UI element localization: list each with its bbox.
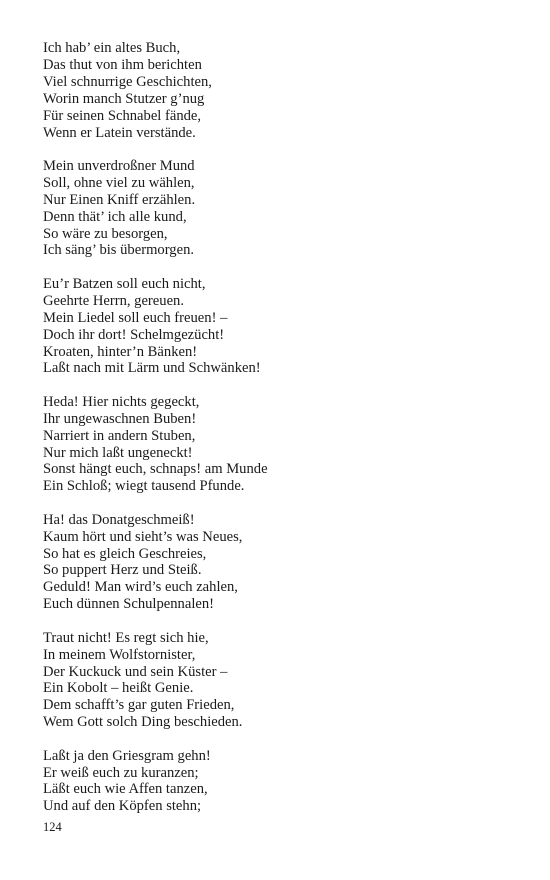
- verse-line: Er weiß euch zu kuranzen;: [43, 764, 199, 781]
- verse-line: In meinem Wolfstornister,: [43, 646, 196, 663]
- verse-line: Ich hab’ ein altes Buch,: [43, 40, 181, 56]
- verse-line: Dem schafft’s gar guten Frieden,: [43, 697, 235, 714]
- verse-line: Eu’r Batzen soll euch nicht,: [43, 275, 206, 292]
- verse-line: Denn thät’ ich alle kund,: [43, 208, 187, 225]
- verse-line: Ha! das Donatgeschmeiß!: [43, 511, 195, 528]
- verse-line: Für seinen Schnabel fände,: [43, 107, 202, 124]
- verse-line: Soll, ohne viel zu wählen,: [43, 174, 195, 191]
- verse-line: Und auf den Köpfen stehn;: [43, 798, 202, 815]
- verse-line: So puppert Herz und Steiß.: [43, 562, 202, 579]
- verse-line: Der Kuckuck und sein Küster –: [43, 663, 228, 680]
- stanza-3: [43, 276, 513, 377]
- verse-line: Ein Kobolt – heißt Genie.: [43, 680, 194, 697]
- verse-line: Kaum hört und sieht’s was Neues,: [43, 528, 243, 545]
- verse-line: Nur mich laßt ungeneckt!: [43, 444, 193, 461]
- verse-line: Heda! Hier nichts gegeckt,: [43, 393, 200, 410]
- verse-line: Worin manch Stutzer g’nug: [43, 90, 205, 107]
- verse-line: So hat es gleich Geschreies,: [43, 545, 207, 562]
- verse-line: Doch ihr dort! Schelmgezücht!: [43, 326, 225, 343]
- verse-line: Traut nicht! Es regt sich hie,: [43, 629, 209, 646]
- verse-line: Ein Schloß; wiegt tausend Pfunde.: [43, 478, 245, 495]
- verse-line: Nur Einen Kniff erzählen.: [43, 191, 196, 208]
- verse-line: Mein Liedel soll euch freuen! –: [43, 309, 228, 326]
- stanza-4: [43, 394, 513, 495]
- page-number: 124: [43, 820, 62, 834]
- verse-line: Ihr ungewaschnen Buben!: [43, 410, 197, 427]
- verse-line: Mein unverdroßner Mund: [43, 157, 195, 174]
- stanza-6: [43, 630, 513, 731]
- verse-line: Laßt nach mit Lärm und Schwänken!: [43, 360, 261, 377]
- verse-line: Läßt euch wie Affen tanzen,: [43, 781, 208, 798]
- stanza-2: [43, 158, 513, 259]
- verse-line: Geehrte Herrn, gereuen.: [43, 292, 184, 309]
- verse-line: Kroaten, hinter’n Bänken!: [43, 343, 198, 360]
- stanza-1: [43, 40, 513, 141]
- verse-line: Laßt ja den Griesgram gehn!: [43, 747, 211, 764]
- verse-line: Viel schnurrige Geschichten,: [43, 73, 212, 90]
- verse-line: Wenn er Latein verstände.: [43, 124, 196, 141]
- verse-line: Das thut von ihm berichten: [43, 56, 202, 73]
- stanza-7: [43, 748, 513, 816]
- stanza-5: [43, 512, 513, 613]
- verse-line: Ich säng’ bis übermorgen.: [43, 242, 195, 259]
- verse-line: Narriert in andern Stuben,: [43, 427, 196, 444]
- verse-line: Wem Gott solch Ding beschieden.: [43, 714, 243, 731]
- verse-line: Euch dünnen Schulpennalen!: [43, 596, 215, 613]
- poem-text: [43, 40, 513, 832]
- verse-line: Geduld! Man wird’s euch zahlen,: [43, 579, 238, 596]
- verse-line: Sonst hängt euch, schnaps! am Munde: [43, 461, 268, 478]
- verse-line: So wäre zu besorgen,: [43, 225, 168, 242]
